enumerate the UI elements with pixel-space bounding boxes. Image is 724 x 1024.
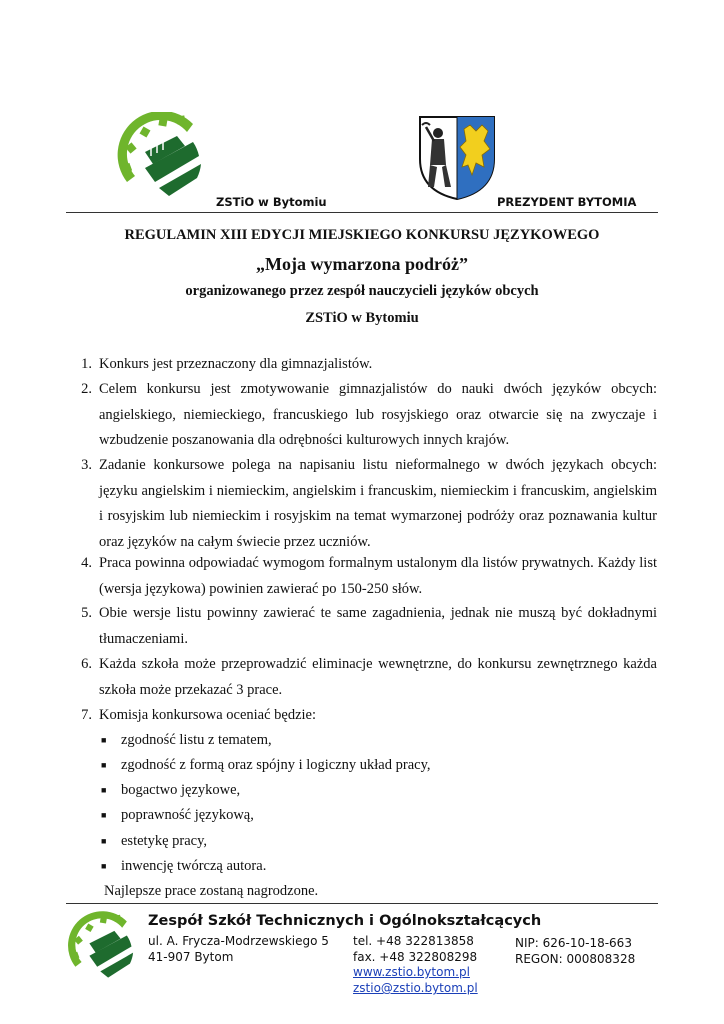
rule-number: 7. <box>81 707 92 723</box>
footer-address-city: 41-907 Bytom <box>148 950 234 964</box>
criterion-item: zgodność z formą oraz spójny i logiczny układ pracy, <box>121 757 431 773</box>
doc-title: REGULAMIN XIII EDYCJI MIEJSKIEGO KONKURSU JĘZYKOWEGO <box>124 227 600 243</box>
bullet-icon: ■ <box>101 836 107 846</box>
footer-divider <box>66 903 658 904</box>
coat-of-arms <box>418 115 496 201</box>
header-divider <box>66 212 658 213</box>
header-left-label: ZSTiO w Bytomiu <box>216 195 327 209</box>
footer-logo <box>66 910 144 986</box>
footer-tel: tel. +48 322813858 <box>353 934 474 948</box>
bullet-icon: ■ <box>101 785 107 795</box>
rule-number: 6. <box>81 656 92 672</box>
criterion-item: poprawność językową, <box>121 807 254 823</box>
rule-text: Praca powinna odpowiadać wymogom formalnym ustalonym dla listów prywatnych. Każdy list (wersja językowa) powinien zawierać po 150-250 słów. <box>99 555 657 597</box>
rule-number: 5. <box>81 605 92 621</box>
footer-nip: NIP: 626-10-18-663 <box>515 936 632 950</box>
rule-number: 2. <box>81 381 92 397</box>
criterion-item: estetykę pracy, <box>121 833 208 849</box>
rule-text: Konkurs jest przeznaczony dla gimnazjalistów. <box>99 356 373 372</box>
footer-website-link[interactable]: www.zstio.bytom.pl <box>353 965 470 979</box>
bullet-icon: ■ <box>101 735 107 745</box>
doc-organizer: organizowanego przez zespół nauczycieli języków obcych <box>185 283 539 299</box>
criterion-item: inwencję twórczą autora. <box>121 858 267 874</box>
doc-organizer-school: ZSTiO w Bytomiu <box>305 310 419 326</box>
criterion-item: bogactwo językowe, <box>121 782 241 798</box>
footer-email-link[interactable]: zstio@zstio.bytom.pl <box>353 981 478 995</box>
rule-text: Obie wersje listu powinny zawierać te same zagadnienia, jednak nie muszą być dokładnymi tłumaczeniami. <box>99 605 657 647</box>
criterion-item: zgodność listu z tematem, <box>121 732 272 748</box>
doc-subtitle: „Moja wymarzona podróż” <box>256 254 468 274</box>
footer-school-name: Zespół Szkół Technicznych i Ogólnokształcących <box>148 913 542 929</box>
bullet-icon: ■ <box>101 760 107 770</box>
rule-number: 4. <box>81 555 92 571</box>
rule-number: 3. <box>81 457 92 473</box>
rule-text: Zadanie konkursowe polega na napisaniu listu nieformalnego w dwóch językach obcych: języku angielskim i niemieckim, angielskim i francuskim, niemieckim i francuskim, angielskim i rosyjskim lub niemieckim i rosyjskim na temat wymarzonej podróży oraz poznawania kultur oraz języków na całym świecie przez uczniów. <box>99 457 657 550</box>
header-right-label: PREZYDENT BYTOMIA <box>497 195 637 209</box>
footer-fax: fax. +48 322808298 <box>353 950 478 964</box>
school-logo <box>115 112 215 204</box>
footer-regon: REGON: 000808328 <box>515 952 636 966</box>
bullet-icon: ■ <box>101 810 107 820</box>
rule-text: Każda szkoła może przeprowadzić eliminacje wewnętrzne, do konkursu zewnętrznego każda szkoła może przekazać 3 prace. <box>99 656 657 698</box>
footer-address-street: ul. A. Frycza-Modrzewskiego 5 <box>148 934 329 948</box>
rule-number: 1. <box>81 356 92 372</box>
rule-text: Komisja konkursowa oceniać będzie: <box>99 707 317 723</box>
closing-note: Najlepsze prace zostaną nagrodzone. <box>104 883 319 899</box>
bullet-icon: ■ <box>101 861 107 871</box>
rule-text: Celem konkursu jest zmotywowanie gimnazjalistów do nauki dwóch języków obcych: angielskiego, niemieckiego, francuskiego lub rosyjskiego oraz otwarcie się na zwyczaje i wzbudzenie poszanowania dla odrębności kulturowych innych krajów. <box>99 381 657 448</box>
